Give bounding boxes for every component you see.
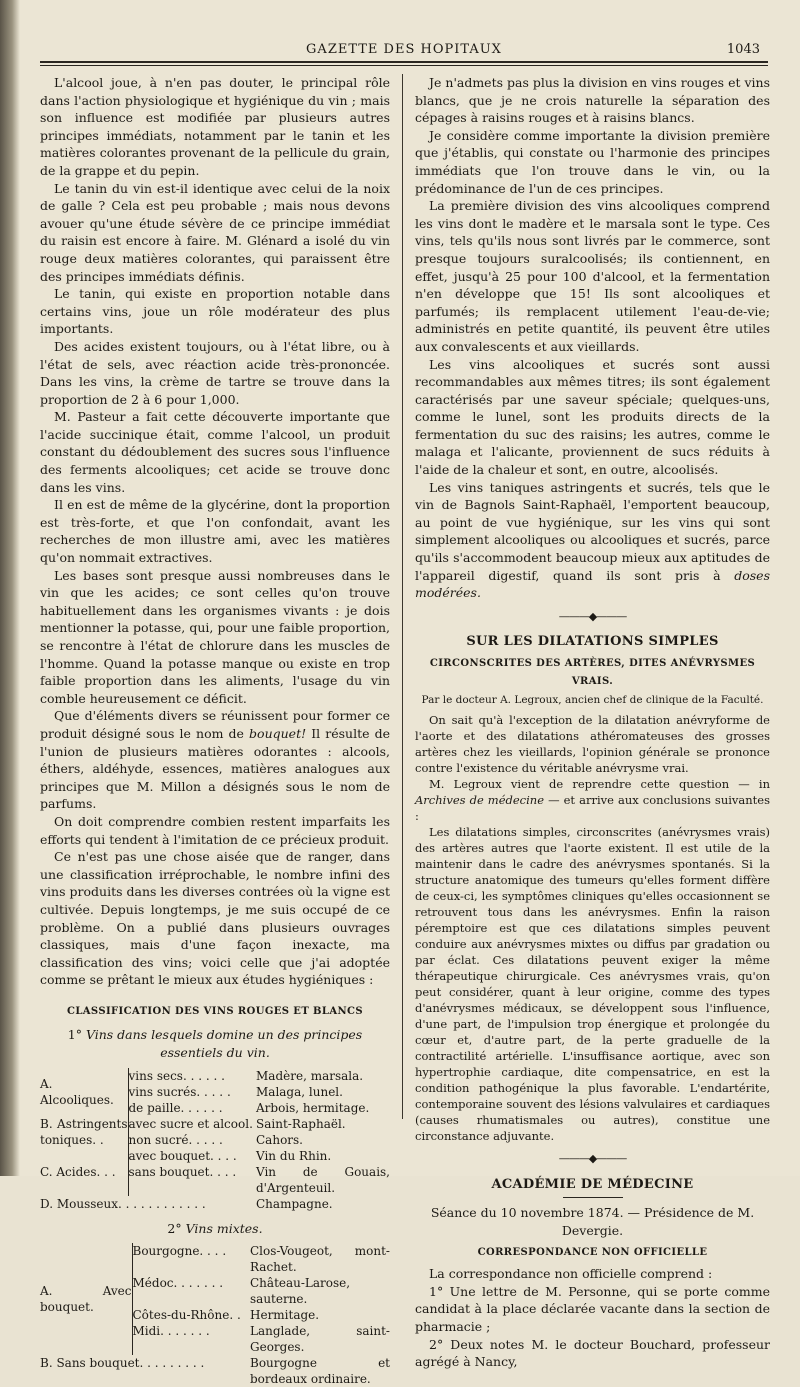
paragraph: La correspondance non officielle comprend : (429, 1266, 713, 1282)
paragraph: 1° Une lettre de M. Personne, qui se porte comme candidat à la place déclarée vacante dans la section de pharmacie ; (415, 1283, 770, 1334)
wine-kind: sans bouquet. . . . (128, 1164, 256, 1196)
wine-examples: Hermitage. (250, 1308, 320, 1323)
paragraph: Les bases sont presque aussi nombreuses dans le vin que les acides; ce sont celles qu'on trouve habituellement dans les organismes vivants : je dois mentionner la potasse, qui, pour une faible proportion, se rencontre à l'état de chlorure dans les muscles de l'homme. Quand la potasse manque ou existe en trop faible proportion dans les aliments, l'usage du vin comble heureusement ce déficit. (40, 567, 390, 706)
header-rule-thick (40, 61, 768, 63)
paragraph: On doit comprendre combien restent imparfaits les efforts qui tendent à l'imitation de ce précieux produit. (40, 813, 390, 847)
wine-examples: Cahors. (256, 1132, 303, 1147)
wine-kind: vins secs. . . . . . (128, 1068, 256, 1084)
table-row (40, 1243, 390, 1275)
text-run: Les vins taniques astringents et sucrés, tels que le vin de Bagnols Saint-Raphaël, l'emportent beaucoup, au point de vue hygiénique, sur les vins qui sont simplement alcooliques ou alcooliques et sucrés, parce qu'ils s'accommodent beaucoup mieux aux aptitudes de l'appareil digestif, quand ils sont pris à (415, 479, 770, 583)
group-label: A. Alcooliques. (40, 1076, 114, 1107)
heading-text: Vins dans lesquels domine un des principes essentiels du vin. (85, 1027, 363, 1061)
wine-kind: de paille. . . . . . (128, 1100, 256, 1116)
wine-kind: Bourgogne. . . . (132, 1243, 250, 1275)
paragraph: Les vins alcooliques et sucrés sont aussi recommandables aux mêmes titres; ils sont également caractérisés par une saveur spéciale; quelques-uns, comme le lunel, sont les produits directs de la fermentation du suc des raisins; les autres, comme le malaga et l'alicante, proviennent de sucs réduits à l'aide de la chaleur et sont, en outre, alcoolisés. (415, 356, 770, 478)
section-subtitle: CORRESPONDANCE NON OFFICIELLE (477, 1246, 708, 1258)
paragraph: La première division des vins alcooliques comprend les vins dont le madère et le marsala sont le type. Ces vins, tels qu'ils nous sont livrés par le commerce, sont presque toujours suralcoolisés; ils contiennent, en effet, jusqu'à 25 pour 100 d'alcool, et la fermentation n'en développe que 15! Ils sont alcooliques et parfumés; ils remplacent utilement l'eau-de-vie; administrés en petite quantité, ils peuvent être utiles aux convalescents et aux vieillards. (415, 198, 770, 354)
newspaper-title: GAZETTE DES HOPITAUX (306, 42, 502, 57)
emphasis-text: Archives de médecine (415, 793, 545, 808)
wine-examples: Arbois, hermitage. (256, 1100, 370, 1115)
wine-kind: Midi. . . . . . . (132, 1323, 250, 1355)
group-label: C. Acides. . . (40, 1164, 116, 1179)
paragraph: Ce n'est pas une chose aisée que de ranger, dans une classification irréprochable, le nombre infini des vins produits dans les diverses contrées où la vigne est cultivée. Depuis longtemps, je me suis occupé de ce problème. On a publié dans plusieurs ouvrages classiques, mais d'une façon inexacte, ma classification des vins; voici celle que j'ai adoptée comme se prêtant le mieux aux études hygiéniques : (40, 849, 390, 988)
wine-examples: Saint-Raphaël. (256, 1116, 346, 1131)
wine-kind: avec sucre et alcool. (128, 1116, 256, 1132)
left-column (40, 74, 390, 1387)
page-header (40, 38, 768, 60)
emphasis-text: doses modérées. (415, 567, 770, 601)
classification-title: CLASSIFICATION DES VINS ROUGES ET BLANCS (66, 1005, 364, 1017)
paragraph: M. Pasteur a fait cette découverte importante que l'acide succinique était, comme l'alcool, un produit constant du dédoublement des sucres sous l'influence des ferments alcooliques; cet acide se trouve donc dans les vins. (40, 409, 390, 495)
table-row (40, 1355, 390, 1387)
wine-kind: avec bouquet. . . . (128, 1148, 256, 1164)
paragraph: Le tanin du vin est-il identique avec celui de la noix de galle ? Cela est peu probable ; mais nous devons avouer qu'une étude sévère de ce principe immédiat du raisin est encore à faire. M. Glénard a isolé du vin rouge deux matières colorantes, qui paraissent être des principes immédiats définis. (40, 180, 390, 284)
article-body (415, 712, 770, 1144)
group-label: D. Mousseux. . . . . . . . . . . . (40, 1196, 206, 1211)
short-rule (563, 1197, 623, 1198)
section-divider-ornament: ———◆——— (558, 1152, 627, 1166)
table-row (40, 1196, 390, 1212)
text-run: Que d'éléments divers se réunissent pour former ce produit désigné sous le nom de (40, 708, 390, 741)
wine-kind: vins sucrés. . . . . (128, 1084, 256, 1100)
section-divider-ornament: ———◆——— (558, 609, 627, 623)
group-label: B. Sans bouquet. . . . . . . . . (40, 1356, 205, 1371)
session-line: Séance du 10 novembre 1874. — Présidence de M. Devergie. (430, 1205, 755, 1238)
classification-table-1 (40, 1068, 390, 1212)
emphasis-text: bouquet! (249, 725, 307, 741)
classification-heading-2 (40, 1220, 390, 1238)
paragraph (415, 479, 770, 602)
wine-examples: Vin de Gouais, d'Argenteuil. (256, 1164, 390, 1195)
text-run: Il résulte de l'union de plusieurs matières odorantes : alcools, éthers, aldéhyde, essences, matières analogues aux principes que M. Millon a désignés sous le nom de parfums. (40, 725, 391, 812)
classification-heading-1 (40, 1026, 390, 1061)
page-number: 1043 (726, 42, 760, 57)
column-divider (402, 74, 403, 1119)
group-label: A. Avec bouquet. (40, 1284, 132, 1315)
header-rule-thin (40, 65, 768, 66)
right-column (415, 74, 770, 1371)
paragraph: Je n'admets pas plus la division en vins rouges et vins blancs, que je ne crois naturelle la séparation des cépages à raisins rouges et à raisins blancs. (415, 75, 770, 126)
wine-examples: Langlade, saint-Georges. (250, 1324, 390, 1355)
table-row (40, 1068, 390, 1084)
wine-examples: Bourgogne et bordeaux ordinaire. (250, 1356, 390, 1387)
table-row (40, 1116, 390, 1132)
table-row (40, 1148, 390, 1164)
section-subtitle: CIRCONSCRITES DES ARTÈRES, DITES ANÉVRYSMES VRAIS. (429, 658, 756, 687)
section-title: ACADÉMIE DE MÉDECINE (491, 1176, 694, 1192)
paragraph: Des acides existent toujours, ou à l'état libre, ou à l'état de sels, avec réaction acide très-prononcée. Dans les vins, la crème de tartre se trouve dans la proportion de 2 à 6 pour 1,000. (40, 338, 390, 407)
wine-kind: non sucré. . . . . (128, 1132, 256, 1148)
wine-examples: Champagne. (256, 1196, 333, 1211)
wine-examples: Malaga, lunel. (256, 1084, 343, 1099)
paragraph: Les dilatations simples, circonscrites (anévrysmes vrais) des artères autres que l'aorte existent. Il est utile de la maintenir dans le cadre des anévrysmes spontanés. Si la structure anatomique des tumeurs qu'elles forment diffère de ceux-ci, les symptômes cliniques qu'elles occasionnent se retrouvent tous dans les anévrysmes. Enfin la raison péremptoire est que ces dilatations simples peuvent conduire aux anévrysmes mixtes ou diffus par gradation ou par éclat. Ces dilatations peuvent exiger la même thérapeutique chirurgicale. Ces anévrysmes vrais, qu'on peut considérer, quant à leur origine, comme des types d'anévrysmes médicaux, se développent sous l'influence, d'une part, de l'impulsion trop énergique et prolongée du cœur et, d'autre part, de la perte graduelle de la contractilité artérielle. L'insuffisance aortique, avec son hypertrophie cardiaque, dite compensatrice, en est la condition pathogénique la plus favorable. L'endartérite, contemporaine souvent des lésions valvulaires et cardiaques (causes rhumatismales ou autres), constitue une circonstance adjuvante. (415, 825, 770, 1144)
heading-number: 1° (67, 1027, 82, 1043)
heading-number: 2° (167, 1220, 182, 1236)
article-author: Par le docteur A. Legroux, ancien chef de clinique de la Faculté. (421, 694, 764, 707)
paragraph: On sait qu'à l'exception de la dilatation anévryforme de l'aorte et des dilatations athéromateuses des grosses artères chez les vieillards, l'opinion générale se prononce contre l'existence du véritable anévrysme vrai. (415, 713, 770, 776)
paragraph: Il en est de même de la glycérine, dont la proportion est très-forte, et que l'on confondait, avant les recherches de mon illustre ami, avec les matières qu'on nommait extractives. (40, 497, 390, 566)
paragraph (40, 707, 390, 813)
wine-kind: Côtes-du-Rhône. . (132, 1307, 250, 1323)
group-label: B. Astringents toniques. . (40, 1116, 128, 1147)
paragraph: 2° Deux notes M. le docteur Bouchard, professeur agrégé à Nancy, (415, 1336, 770, 1370)
heading-text: Vins mixtes. (185, 1220, 263, 1236)
paragraph: Je considère comme importante la division première que j'établis, qui constate ou l'harmonie des principes immédiats que l'on trouve dans le vin, ou la prédominance de l'un de ces principes. (415, 127, 770, 196)
paragraph (415, 776, 770, 824)
classification-table-2 (40, 1243, 390, 1387)
paragraph: Le tanin, qui existe en proportion notable dans certains vins, joue un rôle modérateur des plus importants. (40, 286, 390, 337)
wine-examples: Vin du Rhin. (256, 1148, 332, 1163)
text-run: M. Legroux vient de reprendre cette question — in (429, 777, 770, 792)
wine-examples: Madère, marsala. (256, 1068, 364, 1083)
text-run: — et arrive aux conclusions suivantes : (415, 793, 771, 824)
paragraph: L'alcool joue, à n'en pas douter, le principal rôle dans l'action physiologique et hygiénique du vin ; mais son influence est modifiée par plusieurs autres principes immédiats, notamment par le tanin et les matières colorantes provenant de la pellicule du grain, de la grappe et du pepin. (40, 75, 390, 178)
page-binding-shadow (0, 0, 20, 1176)
wine-kind: Médoc. . . . . . . (132, 1275, 250, 1307)
wine-examples: Château-Larose, sauterne. (250, 1276, 351, 1307)
section-title: SUR LES DILATATIONS SIMPLES (466, 634, 719, 650)
wine-examples: Clos-Vougeot, mont-Rachet. (250, 1244, 390, 1275)
